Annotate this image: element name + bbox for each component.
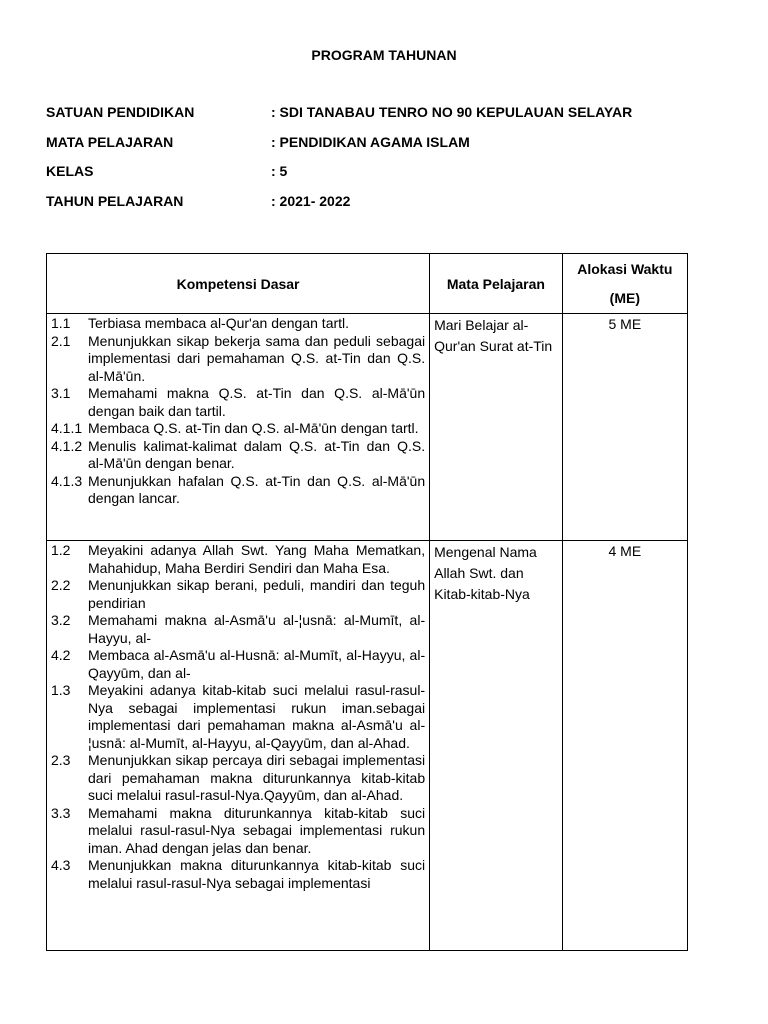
kd-text: Memahami makna diturunkannya kitab-kitab suci melalui rasul-rasul-Nya sebagai implementasi rukun iman. Ahad dengan jelas dan benar.: [88, 804, 426, 856]
kd-text: Membaca al-Asmā'u al-Husnā: al-Mumīt, al-Hayyu, al-Qayyūm, dan al-: [88, 647, 426, 681]
kd-text: Menunjukkan sikap berani, peduli, mandiri dan teguh pendirian: [88, 577, 426, 611]
kd-text: Meyakini adanya kitab-kitab suci melalui rasul-rasul-Nya sebagai implementasi rukun iman.sebagai implementasi dari pemahaman makna al-Asmā'u al-¦usnā: al-Mumīt, al-Hayyu, al-Qayyūm, dan al-Ahad.: [88, 682, 426, 751]
kd-item: [51, 315, 425, 333]
kd-item: [51, 473, 425, 508]
kd-text: Menunjukkan sikap percaya diri sebagai implementasi dari pemahaman makna diturunkannya kitab-kitab suci melalui rasul-rasul-Nya.Qayyūm, dan al-Ahad.: [88, 752, 426, 803]
kd-number: 2.3: [51, 752, 71, 768]
kd-text: Menunjukkan sikap bekerja sama dan peduli sebagai implementasi dari pemahaman Q.S. at-Tin dan Q.S. al-Mā'ūn.: [88, 332, 426, 384]
kd-number: 2.1: [51, 332, 71, 349]
kd-text: Memahami makna al-Asmā'u al-¦usnā: al-Mumīt, al-Hayyu, al-: [88, 612, 426, 646]
kd-text: Menunjukkan makna diturunkannya kitab-kitab suci melalui rasul-rasul-Nya sebagai implementasi: [88, 857, 426, 891]
table-row: [47, 314, 688, 541]
meta-label: TAHUN PELAJARAN: [46, 192, 184, 209]
kd-item: [51, 752, 425, 805]
kd-number: 4.1.2: [51, 437, 83, 454]
kd-item: [51, 542, 425, 577]
kd-item: [51, 420, 425, 438]
header-alokasi-line2: (ME): [609, 289, 640, 306]
meta-row-mata-pelajaran: [46, 134, 726, 164]
kd-item: [51, 647, 425, 682]
kd-cell: [47, 541, 430, 951]
header-alokasi-waktu: [562, 254, 687, 314]
kd-number: 1.3: [51, 682, 71, 698]
program-table: [46, 253, 688, 951]
meta-label: MATA PELAJARAN: [46, 133, 174, 150]
alokasi-cell: 4 ME: [562, 541, 687, 951]
kd-text: Meyakini adanya Allah Swt. Yang Maha Mematkan, Mahahidup, Maha Berdiri Sendiri dan Maha Esa.: [88, 542, 426, 576]
meta-row-kelas: [46, 163, 726, 193]
meta-value: : PENDIDIKAN AGAMA ISLAM: [271, 133, 470, 150]
kd-text: Menunjukkan hafalan Q.S. at-Tin dan Q.S. al-Mā'ūn dengan lancar.: [88, 472, 426, 506]
kd-cell-content: [51, 542, 425, 946]
table-header-row: [47, 254, 688, 314]
meta-label: SATUAN PENDIDIKAN: [46, 104, 195, 120]
kd-number: 4.1.1: [51, 420, 83, 436]
meta-row-satuan-pendidikan: [46, 104, 726, 134]
kd-number: 1.1: [51, 315, 71, 331]
header-alokasi-line1: Alokasi Waktu: [577, 260, 673, 277]
kd-text: Terbiasa membaca al-Qur'an dengan tartl.: [88, 315, 350, 331]
table-row: [47, 541, 688, 951]
document-title: PROGRAM TAHUNAN: [311, 47, 457, 63]
kd-number: 3.2: [51, 612, 71, 628]
kd-text: Memahami makna Q.S. at-Tin dan Q.S. al-Mā'ūn dengan baik dan tartil.: [88, 385, 426, 419]
kd-number: 3.3: [51, 804, 71, 821]
kd-cell: [47, 314, 430, 541]
meta-value: : 5: [271, 163, 288, 179]
kd-number: 4.3: [51, 857, 71, 873]
kd-text: Membaca Q.S. at-Tin dan Q.S. al-Mā'ūn dengan tartl.: [88, 420, 419, 436]
mapel-cell: Mengenal Nama Allah Swt. dan Kitab-kitab-Nya: [430, 541, 563, 951]
meta-value: : 2021- 2022: [271, 192, 351, 209]
kd-item: [51, 438, 425, 473]
kd-item: [51, 577, 425, 612]
kd-number: 4.1.3: [51, 472, 83, 489]
kd-item: [51, 385, 425, 420]
kd-text: Menulis kalimat-kalimat dalam Q.S. at-Tin dan Q.S. al-Mā'ūn dengan benar.: [88, 437, 426, 471]
meta-row-tahun-pelajaran: [46, 193, 726, 223]
alokasi-cell: 5 ME: [562, 314, 687, 541]
mapel-cell: Mari Belajar al-Qur'an Surat at-Tin: [430, 314, 563, 541]
kd-number: 4.2: [51, 647, 71, 663]
document-meta: [46, 104, 726, 222]
meta-label: KELAS: [46, 163, 94, 179]
kd-item: [51, 333, 425, 386]
kd-item: [51, 805, 425, 858]
header-kompetensi-dasar: Kompetensi Dasar: [47, 254, 430, 314]
kd-item: [51, 682, 425, 752]
kd-item: [51, 612, 425, 647]
meta-value: : SDI TANABAU TENRO NO 90 KEPULAUAN SELAYAR: [271, 104, 633, 120]
kd-item: [51, 857, 425, 892]
header-mata-pelajaran: Mata Pelajaran: [430, 254, 563, 314]
kd-number: 3.1: [51, 385, 71, 401]
kd-number: 1.2: [51, 542, 71, 558]
kd-number: 2.2: [51, 577, 71, 593]
